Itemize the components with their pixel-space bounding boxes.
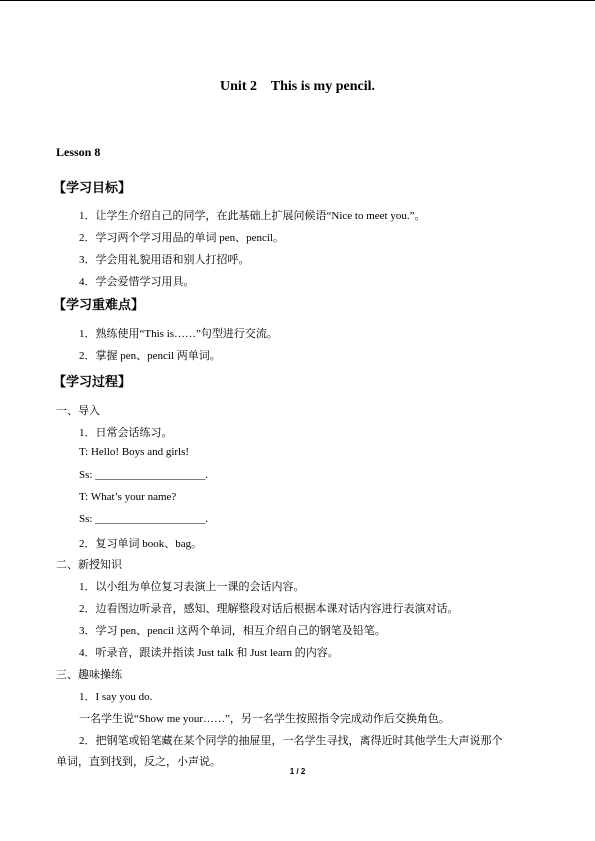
dialogue-blank: Ss: ____________________. xyxy=(79,513,208,525)
part3-item: 单词，直到找到，反之，小声说。 xyxy=(56,756,221,768)
goal-item: 1．让学生介绍自己的同学，在此基础上扩展问候语“Nice to meet you.”。 xyxy=(79,210,426,222)
lesson-label: Lesson 8 xyxy=(56,145,101,159)
goals-heading: 【学习目标】 xyxy=(53,181,132,196)
part2-item: 3．学习 pen、pencil 这两个单词，相互介绍自己的钢笔及铅笔。 xyxy=(79,625,386,637)
part1-title: 一、导入 xyxy=(56,405,100,417)
process-heading: 【学习过程】 xyxy=(53,375,132,390)
top-rule xyxy=(0,0,595,1)
dialogue-blank: Ss: ____________________. xyxy=(79,469,208,481)
key-point-item: 1．熟练使用“This is……”句型进行交流。 xyxy=(79,328,278,340)
goal-item: 4．学会爱惜学习用具。 xyxy=(79,276,195,288)
key-point-item: 2．掌握 pen、pencil 两单词。 xyxy=(79,350,221,362)
part2-item: 4．听录音，跟读并指读 Just talk 和 Just learn 的内容。 xyxy=(79,647,339,659)
page-number: 1 / 2 xyxy=(289,767,306,776)
part2-item: 1．以小组为单位复习表演上一课的会话内容。 xyxy=(79,581,305,593)
part3-item: 2．把钢笔或铅笔藏在某个同学的抽屉里，一名学生寻找，离得近时其他学生大声说那个 xyxy=(79,735,503,747)
page-title: Unit 2 This is my pencil. xyxy=(220,79,375,94)
part3-item: 1．I say you do. xyxy=(79,691,153,703)
part3-title: 三、趣味操练 xyxy=(56,669,122,681)
goal-item: 2．学习两个学习用品的单词 pen、pencil。 xyxy=(79,232,285,244)
goal-item: 3．学会用礼貌用语和别人打招呼。 xyxy=(79,254,250,266)
part1-item: 1．日常会话练习。 xyxy=(79,427,173,439)
part3-item: 一名学生说“Show me your……”，另一名学生按照指令完成动作后交换角色。 xyxy=(79,713,450,725)
dialogue-line: T: What’s your name? xyxy=(79,491,177,503)
dialogue-line: T: Hello! Boys and girls! xyxy=(79,446,190,458)
part2-item: 2．边看图边听录音，感知、理解整段对话后根据本课对话内容进行表演对话。 xyxy=(79,603,459,615)
part2-title: 二、新授知识 xyxy=(56,559,122,571)
key-points-heading: 【学习重难点】 xyxy=(53,298,145,313)
part1-item: 2．复习单词 book、bag。 xyxy=(79,538,203,550)
